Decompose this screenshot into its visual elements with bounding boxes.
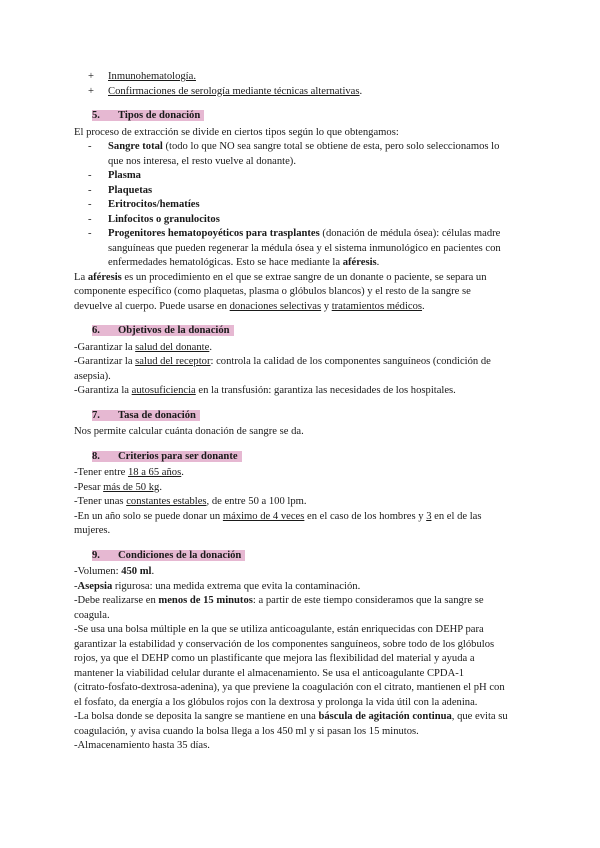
section-title: Criterios para ser donante [118,450,238,462]
paragraph: el fosfato, da energía a los glóbulos rojos con la dextrosa y prolonga la vida útil con la adenina. [74,696,478,708]
list-item: - Linfocitos o granulocitos [88,213,220,225]
list-item: - Progenitores hematopoyéticos para trasplantes (donación de médula ósea): células madre sanguíneas que pueden regenerar la médula ósea y el sistema inmunológico en pacientes con enfermedades hematológicas. Esto se hace mediante la aféresis. [88,228,501,268]
paragraph: rojos, ya que el DEHP como un plastificante que mejora las flexibilidad del material y ayuda a [74,653,475,664]
section-title: Condiciones de la donación [118,549,242,561]
list-item: - Eritrocitos/hematíes [88,199,200,210]
paragraph: componente específico (como plaquetas, plasma o glóbulos blancos) y el resto de la sangre se [74,286,471,297]
paragraph: garantizar la estabilidad y conservación de los componentes sanguíneos, sobre todo de los glóbulos [74,638,495,650]
paragraph: Nos permite calcular cuánta donación de sangre se da. [74,426,304,437]
paragraph: -En un año solo se puede donar un máximo de 4 veces en el caso de los hombres y 3 en el de las [74,510,482,522]
paragraph: -Debe realizarse en menos de 15 minutos: a partir de este tiempo consideramos que la sangre se [74,595,484,606]
paragraph: mujeres. [74,525,111,536]
paragraph: La aféresis es un procedimiento en el que se extrae sangre de un donante o paciente, se separa un [74,271,487,283]
section-heading: 5. Tipos de donación [74,109,526,124]
paragraph: -Garantizar la salud del receptor: controla la calidad de los componentes sanguíneos (condición de [74,356,491,367]
section-title: Tipos de donación [118,110,201,121]
paragraph: El proceso de extracción se divide en ciertos tipos según lo que obtengamos: [74,126,399,138]
bullet-mark: + [88,71,94,82]
document-page [74,70,526,754]
section-heading: 8. Criterios para ser donante [74,450,526,465]
paragraph: coagulación, y avisa cuando la bolsa llega a los 450 ml y si pasan los 15 minutos. [74,725,419,737]
paragraph: -Pesar más de 50 kg. [74,481,162,493]
paragraph: -Garantizar la salud del donante. [74,341,212,353]
paragraph: -Asepsia rigurosa: una medida extrema que evita la contaminación. [74,580,361,592]
list-item: - Plasma [88,170,141,181]
paragraph: devuelve al cuerpo. Puede usarse en donaciones selectivas y tratamientos médicos. [74,300,425,312]
paragraph: -Garantiza la autosuficiencia en la transfusión: garantiza las necesidades de los hospitales. [74,385,456,396]
list-item-text: Confirmaciones de serología mediante técnicas alternativas [108,85,360,97]
section-heading: 6. Objetivos de la donación [74,324,526,339]
list-item: - Plaquetas [88,184,153,196]
list-item-text: Inmunohematología. [108,71,196,82]
section-heading: 7. Tasa de donación [74,409,526,424]
section-heading: 9. Condiciones de la donación [74,549,526,564]
paragraph: coagula. [74,609,110,621]
paragraph: -Se usa una bolsa múltiple en la que se utiliza anticoagulante, están enriquecidas con DEHP para [74,624,484,635]
section-title: Tasa de donación [118,409,196,421]
paragraph: (citrato-fosfato-dextrosa-adenina), ya que previene la coagulación con el citrato, mantienen el pH con [74,682,505,693]
bullet-mark: + [88,85,94,97]
list-item: + Confirmaciones de serología mediante técnicas alternativas. [74,85,526,100]
paragraph: -La bolsa donde se deposita la sangre se mantiene en una báscula de agitación continua, que evita su [74,711,508,722]
paragraph: -Tener entre 18 a 65 años. [74,467,184,478]
paragraph: -Volumen: 450 ml. [74,566,155,577]
paragraph: -Almacenamiento hasta 35 días. [74,740,210,751]
paragraph: mantener la viabilidad celular durante el almacenamiento. Se usa el anticoagulante CPDA-1 [74,667,465,679]
list-item: - Sangre total (todo lo que NO sea sangre total se obtiene de esta, pero solo seleccionamos lo que nos interesa, el resto vuelve al donante). [88,141,500,167]
list-item [74,70,526,85]
section-title: Objetivos de la donación [118,325,230,336]
paragraph: -Tener unas constantes estables, de entre 50 a 100 lpm. [74,496,307,507]
paragraph: asepsia). [74,370,111,382]
